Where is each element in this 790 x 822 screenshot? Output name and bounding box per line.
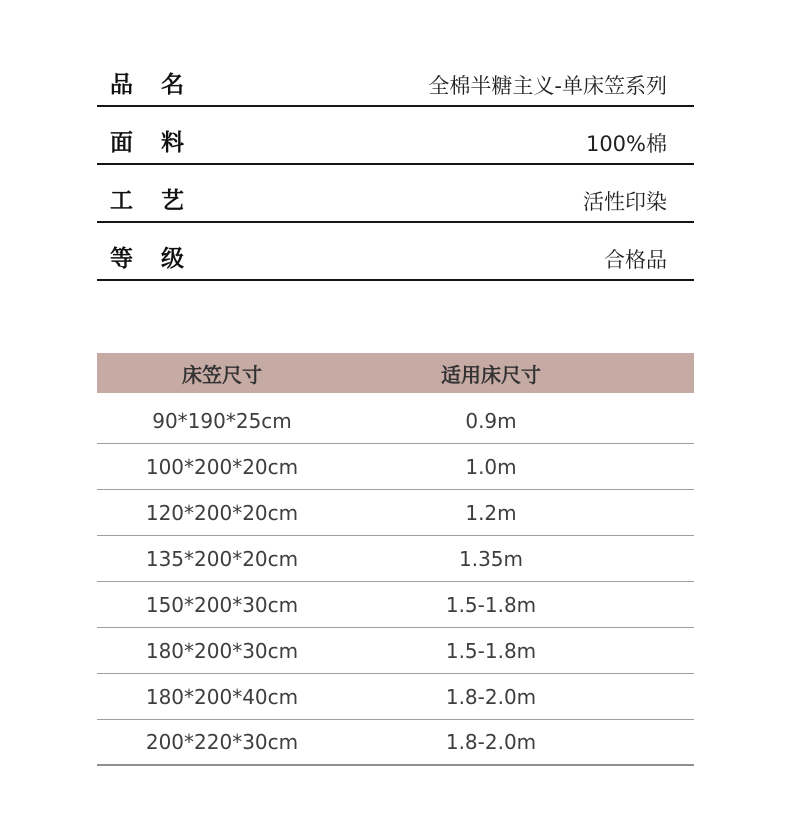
size-table-header	[97, 353, 694, 393]
spec-label: 品名	[110, 71, 212, 98]
cell-bed-size: 1.35m	[458, 546, 523, 571]
cell-bed-size: 1.2m	[465, 500, 517, 525]
cell-bed-size: 1.5-1.8m	[445, 638, 537, 663]
cell-sheet-size: 200*220*30cm	[145, 730, 299, 754]
cell-sheet-size: 90*190*25cm	[152, 408, 292, 433]
column-header-bed-size: 适用床尺寸	[441, 362, 541, 387]
spec-row-product-name	[97, 49, 694, 107]
spec-value: 合格品	[604, 247, 667, 272]
table-row	[97, 628, 694, 674]
size-table-body	[97, 398, 694, 766]
cell-sheet-size: 180*200*30cm	[145, 638, 299, 663]
cell-sheet-size: 100*200*20cm	[145, 454, 299, 479]
cell-bed-size: 0.9m	[465, 408, 517, 433]
spec-value: 全棉半糖主义-单床笠系列	[428, 73, 667, 98]
product-spec-sheet	[97, 49, 694, 766]
cell-bed-size: 1.5-1.8m	[445, 592, 537, 617]
spec-label: 等级	[110, 245, 212, 272]
cell-sheet-size: 180*200*40cm	[145, 684, 299, 709]
table-row	[97, 582, 694, 628]
cell-sheet-size: 135*200*20cm	[145, 546, 299, 571]
cell-bed-size: 1.0m	[465, 454, 517, 479]
table-row	[97, 490, 694, 536]
spec-label: 面料	[110, 129, 212, 156]
table-row	[97, 674, 694, 720]
spec-label: 工艺	[110, 187, 212, 214]
table-row	[97, 720, 694, 766]
cell-bed-size: 1.8-2.0m	[445, 730, 537, 754]
size-table	[97, 353, 694, 766]
cell-sheet-size: 120*200*20cm	[145, 500, 299, 525]
spec-row-craft	[97, 165, 694, 223]
table-row	[97, 536, 694, 582]
cell-sheet-size: 150*200*30cm	[145, 592, 299, 617]
spec-value: 活性印染	[583, 189, 667, 214]
table-row	[97, 398, 694, 444]
cell-bed-size: 1.8-2.0m	[445, 684, 537, 709]
spec-row-grade	[97, 223, 694, 281]
spec-row-fabric	[97, 107, 694, 165]
table-row	[97, 444, 694, 490]
column-header-sheet-size: 床笠尺寸	[182, 362, 262, 387]
spec-list	[97, 49, 694, 281]
spec-value: 100%棉	[585, 131, 667, 156]
